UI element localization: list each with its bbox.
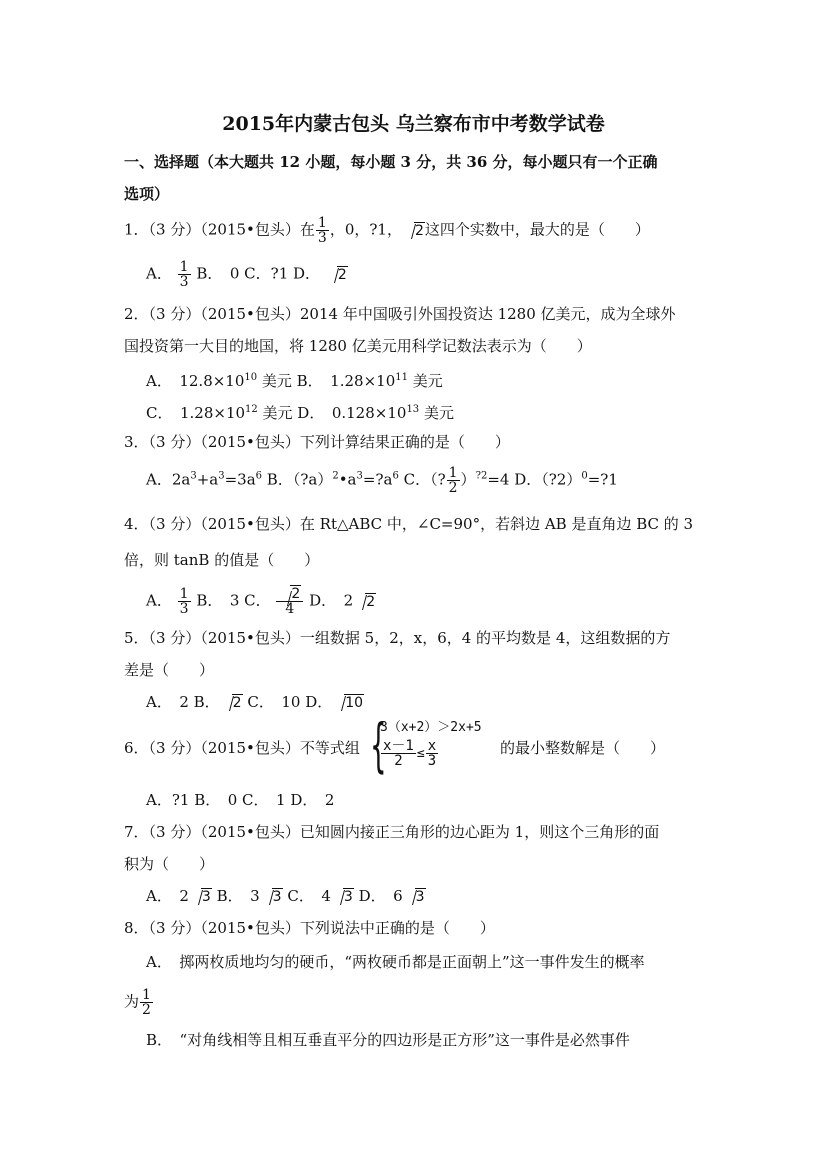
missing-glyph: ? <box>270 264 279 283</box>
fraction: $\frac{1}{3}$ <box>179 259 189 290</box>
question-1-options: A． $\frac{1}{3}$ B． 0 C．?1 D． 2 <box>146 259 347 290</box>
question-8-option-a-cont: 为 $\frac{1}{2}$ <box>124 987 151 1018</box>
brace-icon: { <box>370 711 387 779</box>
question-8: 8．（3 分）（2015•包头）下列说法中正确的是（ ） <box>124 919 495 937</box>
question-7-cont: 积为（ ） <box>124 855 215 873</box>
fraction: $\frac{1}{3}$ <box>317 215 327 246</box>
section-heading: 一、选择题（本大题共 12 小题，每小题 3 分，共 36 分，每小题只有一个正确 <box>124 153 658 171</box>
page-title: 2015年内蒙古包头 乌兰察布市中考数学试卷 <box>222 113 605 135</box>
missing-glyph: ? <box>369 220 378 239</box>
fraction: $\frac{1}{2}$ <box>142 987 151 1018</box>
question-4-cont: 倍，则 tanB 的值是（ ） <box>124 551 320 569</box>
sqrt: 2 <box>355 591 376 612</box>
question-7-options: A． 2 3 B． 3 3 C． 4 3 D． 6 3 <box>146 887 425 905</box>
sqrt: 2 <box>222 692 243 713</box>
question-6-cont: 的最小整数解是（ ） <box>500 739 666 757</box>
question-5-options: A． 2 B． 2 C． 10 D． 10 <box>146 693 364 711</box>
question-2-cont: 国投资第一大目的地国，将 1280 亿美元用科学记数法表示为（ ） <box>124 337 592 355</box>
question-3: 3．（3 分）（2015•包头）下列计算结果正确的是（ ） <box>124 433 510 451</box>
question-3-options: A．$2a^3+a^3=3a^6$ B．$(?a)^2•a^3=?a^6$ C．（? $\frac{1}{2}$ ）$^{?2}$=4 D．（?2）$^0$=?1 <box>146 465 618 496</box>
question-5: 5．（3 分）（2015•包头）一组数据 5，2，x，6，4 的平均数是 4，这组数据的方 <box>124 629 671 647</box>
question-4: 4．（3 分）（2015•包头）在 Rt△ABC 中，∠C=90°，若斜边 AB 是直角边 BC 的 3 <box>124 515 694 533</box>
inequality-system: { 3（x+2）＞2x+5 $\frac{x-1}{2}$ ≤ $\frac{x}{3}$ <box>370 711 482 779</box>
fraction: $\frac{1}{3}$ <box>179 586 189 617</box>
sqrt: 2 <box>404 220 425 241</box>
sqrt: 2 <box>327 264 348 285</box>
fraction: $\frac{1}{2}$ <box>448 465 458 496</box>
question-2-options-cd: C． $1.28\times 10^{12}$ 美元 D． $0.128\times 10^{13}$ 美元 <box>146 404 454 422</box>
sqrt: 10 <box>334 692 364 713</box>
question-8-option-a: A． 掷两枚质地均匀的硬币，“两枚硬币都是正面朝上”这一事件发生的概率 <box>146 953 645 971</box>
question-4-options: A． $\frac{1}{3}$ B． 3 C． $\frac{2}{4}$ D． 2 2 <box>146 586 376 617</box>
fraction: $\frac{2}{4}$ <box>276 587 303 616</box>
question-2-options-ab: A． $12.8\times 10^{10}$ 美元 B． $1.28\times 10^{11}$ 美元 <box>146 372 443 390</box>
question-5-cont: 差是（ ） <box>124 661 215 679</box>
question-1: 1．（3 分）（2015•包头）在 $\frac{1}{3}$ ，0，?1， 2这四个实数中，最大的是（ ） <box>124 215 650 246</box>
question-6-options: A．?1 B． 0 C． 1 D． 2 <box>146 791 335 809</box>
section-heading-cont: 选项） <box>124 185 170 203</box>
question-7: 7．（3 分）（2015•包头）已知圆内接正三角形的边心距为 1，则这个三角形的面 <box>124 823 660 841</box>
question-2: 2．（3 分）（2015•包头）2014 年中国吸引外国投资达 1280 亿美元，成为全球外 <box>124 305 676 323</box>
question-8-option-b: B． “对角线相等且相互垂直平分的四边形是正方形”这一事件是必然事件 <box>146 1031 630 1049</box>
question-6: 6．（3 分）（2015•包头）不等式组 <box>124 739 360 757</box>
